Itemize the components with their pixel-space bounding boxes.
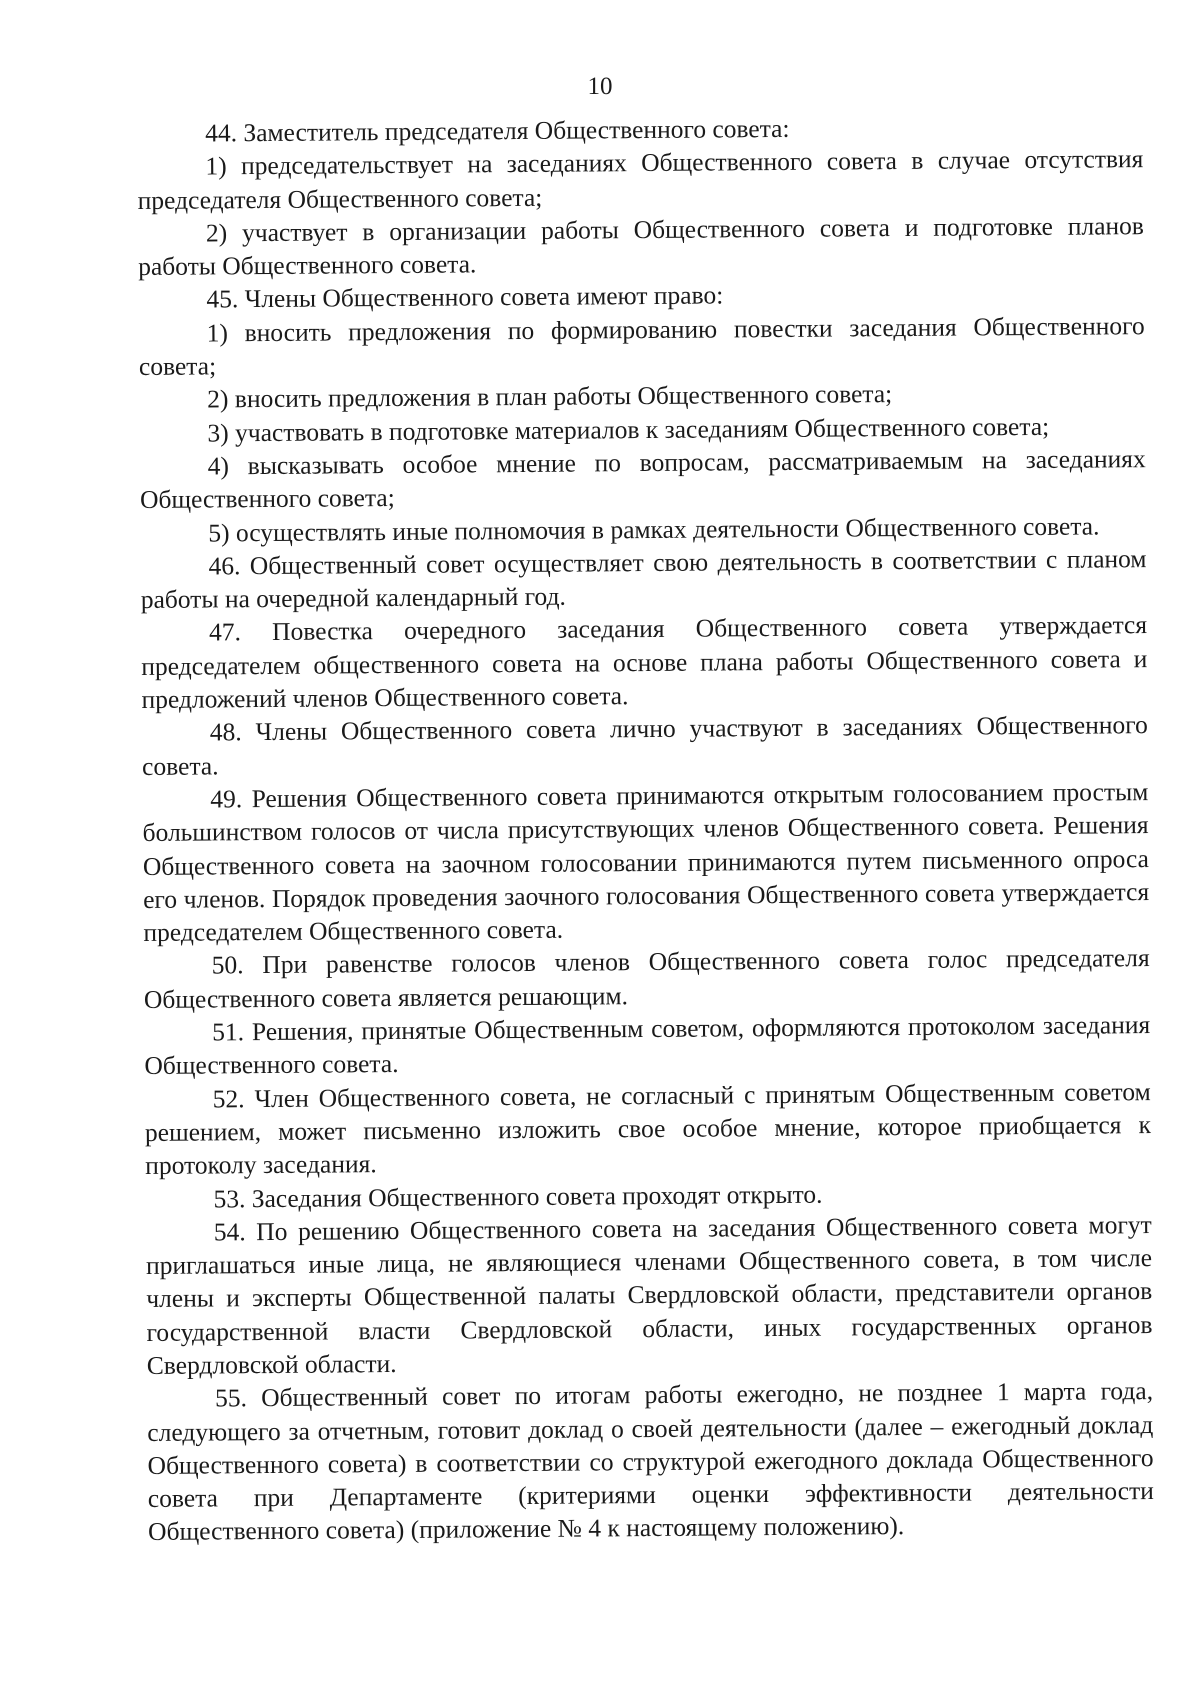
paragraph-54: 54. По решению Общественного совета на заседания Общественного совета могут приглашаться иные лица, не являющиеся членами Общественного совета, в том числе члены и эксперты Общественной палаты Свердловской области, представители органов государственной власти Свердловской области, иных государственных органов Свердловской области. [145,1209,1153,1380]
page-number: 10 [587,73,613,100]
paragraph-44: 44. Заместитель председателя Общественного совета: [205,113,790,148]
paragraph-52: 52. Член Общественного совета, не согласный с принятым Общественным советом решением, может письменно изложить свое особое мнение, которое приобщается к протоколу заседания. [144,1076,1152,1181]
paragraph-45-4: 4) высказывать особое мнение по вопросам, рассматриваемым на заседаниях Общественного совета; [139,444,1146,515]
paragraph-46: 46. Общественный совет осуществляет свою деятельность в соответствии с планом работы на очередной календарный год. [140,543,1147,615]
paragraph-50: 50. При равенстве голосов членов Общественного совета голос председателя Общественного совета является решающим. [143,943,1150,1014]
paragraph-44-1: 1) председательствует на заседаниях Общественного совета в случае отсутствия председателя Общественного совета; [137,144,1144,215]
paragraph-47: 47. Повестка очередного заседания Общественного совета утверждается председателем общественного совета на основе плана работы Общественного совета и предложений членов Общественного совета. [141,610,1148,715]
paragraph-45-2: 2) вносить предложения в план работы Общественного совета; [207,379,893,414]
paragraph-49: 49. Решения Общественного совета принимаются открытым голосованием простым большинством голосов от числа присутствующих членов Общественного совета. Решения Общественного совета на заочном голосовании принимаются путем письменного опроса его членов. Порядок проведения заочного голосования Общественного совета утверждается председателем Общественного совета. [142,777,1150,948]
paragraph-44-2: 2) участвует в организации работы Общественного совета и подготовке планов работы Общественного совета. [138,210,1144,282]
paragraph-45-5: 5) осуществлять иные полномочия в рамках деятельности Общественного совета. [208,511,1100,548]
paragraph-48: 48. Члены Общественного совета лично участвуют в заседаниях Общественного совета. [141,710,1148,781]
paragraph-45-3: 3) участвовать в подготовке материалов к заседаниям Общественного совета; [207,411,1050,448]
paragraph-53: 53. Заседания Общественного совета проходят открыто. [213,1179,823,1213]
paragraph-45: 45. Члены Общественного совета имеют право: [206,280,724,314]
paragraph-55: 55. Общественный совет по итогам работы ежегодно, не позднее 1 марта года, следующего за отчетным, готовит доклад о своей деятельности (далее – ежегодный доклад Общественного совета) в соответствии со структурой ежегодного доклада Общественного совета при Департаменте (критериями оценки эффективности деятельности Общественного совета) (приложение № 4 к настоящему положению). [147,1376,1154,1547]
paragraph-45-1: 1) вносить предложения по формированию повестки заседания Общественного совета; [138,310,1145,382]
paragraph-51: 51. Решения, принятые Общественным советом, оформляются протоколом заседания Общественного совета. [144,1010,1151,1081]
document-body [137,109,1154,1549]
